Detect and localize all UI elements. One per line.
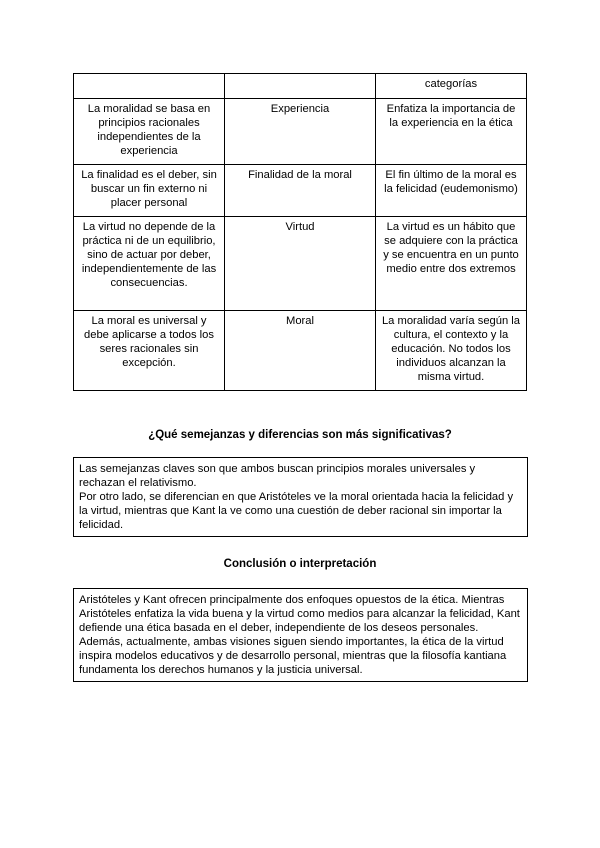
table-row <box>74 165 527 217</box>
paragraph: Las semejanzas claves son que ambos buscan principios morales universales y rechazan el relativismo. <box>79 463 476 489</box>
table-header-cell <box>74 74 225 99</box>
section-heading-semejanzas: ¿Qué semejanzas y diferencias son más significativas? <box>148 429 452 441</box>
table-cell-aristoteles: La moralidad varía según la cultura, el contexto y la educación. No todos los individuos alcanzan la misma virtud. <box>376 311 527 391</box>
paragraph: Por otro lado, se diferencian en que Aristóteles ve la moral orientada hacia la felicidad y la virtud, mientras que Kant la ve como una cuestión de deber racional sin importar la felicidad. <box>79 491 514 531</box>
paragraph: Aristóteles y Kant ofrecen principalmente dos enfoques opuestos de la ética. Mientras Aristóteles enfatiza la vida buena y la virtud como medios para alcanzar la felicidad, Kant defiende una ética basada en el deber, independiente de los deseos personales. Además, actualmente, ambas visiones siguen siendo importantes, la ética de la virtud inspira modelos educativos y de desarrollo personal, mientras que la filosofía kantiana fundamenta los derechos humanos y la justicia universal. <box>79 594 520 676</box>
table-cell-kant: La moralidad se basa en principios racionales independientes de la experiencia <box>74 99 225 165</box>
table-cell-kant: La virtud no depende de la práctica ni de un equilibrio, sino de actuar por deber, independientemente de las consecuencias. <box>74 217 225 311</box>
table-cell-category: Finalidad de la moral <box>225 165 376 217</box>
table-header-row <box>74 74 527 99</box>
table-cell-kant: La moral es universal y debe aplicarse a todos los seres racionales sin excepción. <box>74 311 225 391</box>
table-header-cell <box>225 74 376 99</box>
comparison-table <box>73 73 527 391</box>
section-heading-conclusion: Conclusión o interpretación <box>223 558 377 570</box>
table-cell-category: Virtud <box>225 217 376 311</box>
table-cell-category: Experiencia <box>225 99 376 165</box>
table-cell-category: Moral <box>225 311 376 391</box>
table-row <box>74 311 527 391</box>
table-cell-aristoteles: Enfatiza la importancia de la experiencia en la ética <box>376 99 527 165</box>
table-cell-aristoteles: El fin último de la moral es la felicidad (eudemonismo) <box>376 165 527 217</box>
table-row <box>74 217 527 311</box>
table-row <box>74 99 527 165</box>
conclusion-text-box <box>73 588 528 682</box>
table-cell-kant: La finalidad es el deber, sin buscar un fin externo ni placer personal <box>74 165 225 217</box>
semejanzas-text-box <box>73 457 528 537</box>
table-cell-aristoteles: La virtud es un hábito que se adquiere con la práctica y se encuentra en un punto medio entre dos extremos <box>376 217 527 311</box>
table-header-cell: categorías <box>376 74 527 99</box>
